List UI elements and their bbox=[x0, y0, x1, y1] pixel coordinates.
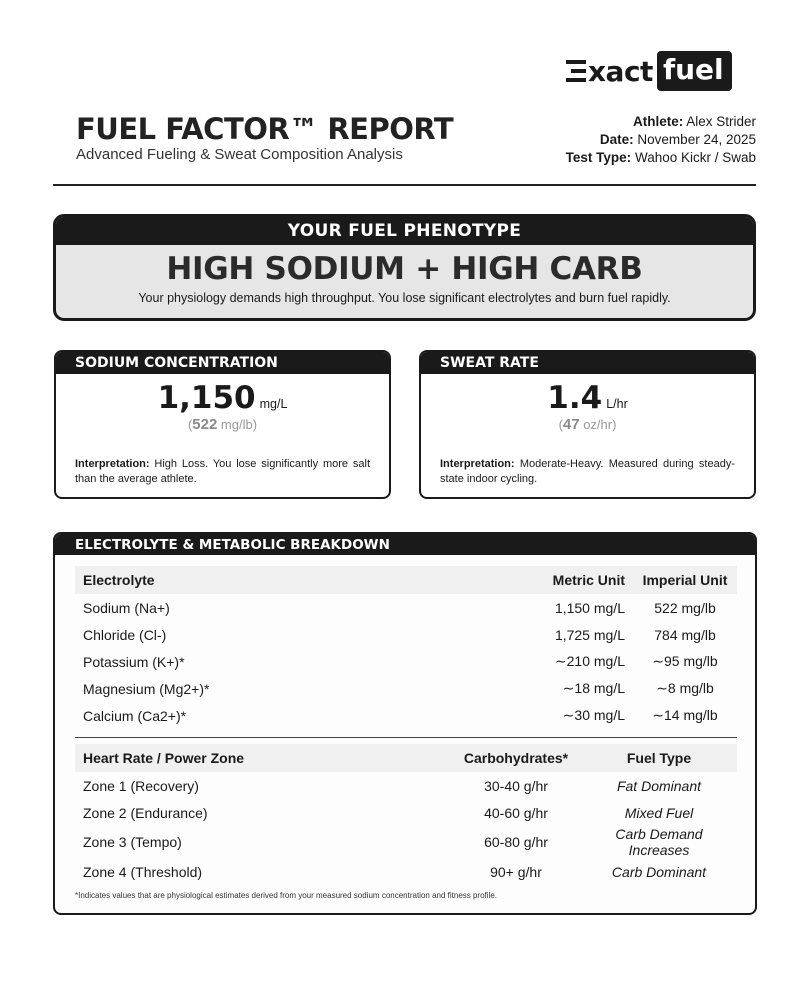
test-type-label: Test Type: bbox=[565, 150, 632, 165]
phenotype-value: HIGH SODIUM + HIGH CARB bbox=[166, 251, 643, 287]
table-cell: ∼14 mg/lb bbox=[652, 707, 718, 723]
table-cell: Zone 1 (Recovery) bbox=[83, 777, 199, 794]
table-cell: 784 mg/lb bbox=[654, 626, 716, 643]
sodium-unit: mg/L bbox=[259, 397, 288, 411]
sweat-value-line bbox=[421, 380, 754, 416]
table-cell: 1,725 mg/L bbox=[554, 626, 625, 643]
sodium-interp-text: High Loss. You lose significantly more salt than the average athlete. bbox=[75, 458, 370, 485]
table-row bbox=[75, 594, 737, 621]
date-line bbox=[566, 131, 756, 149]
table-cell: Zone 2 (Endurance) bbox=[83, 804, 208, 821]
zone-table bbox=[75, 744, 737, 885]
column-header: Electrolyte bbox=[75, 566, 523, 594]
exactfuel-logo bbox=[566, 51, 732, 91]
sweat-interp-label: Interpretation: bbox=[440, 458, 515, 470]
sodium-card-heading: SODIUM CONCENTRATION bbox=[56, 352, 389, 374]
sodium-alt-unit: mg/lb) bbox=[217, 417, 258, 432]
column-header: Imperial Unit bbox=[633, 566, 737, 594]
logo-e-mark bbox=[566, 60, 586, 82]
table-row bbox=[75, 858, 737, 885]
sweat-alt-value: 47 bbox=[562, 416, 580, 433]
table-cell: Potassium (K+)* bbox=[83, 653, 185, 670]
table-cell: Carb Demand Increases bbox=[615, 826, 703, 858]
report-title: FUEL FACTOR™ REPORT bbox=[76, 112, 454, 146]
table-cell: Magnesium (Mg2+)* bbox=[83, 680, 210, 697]
table-cell: 60-80 g/hr bbox=[484, 834, 548, 850]
report-subtitle: Advanced Fueling & Sweat Composition Analysis bbox=[76, 146, 403, 163]
zone-header-row bbox=[75, 744, 737, 772]
table-cell: 30-40 g/hr bbox=[484, 777, 548, 794]
column-header: Carbohydrates* bbox=[451, 744, 581, 772]
electrolyte-header-row bbox=[75, 566, 737, 594]
table-cell: Mixed Fuel bbox=[624, 804, 694, 821]
table-row bbox=[75, 826, 737, 858]
sweat-rate-card bbox=[419, 350, 756, 499]
date-label: Date: bbox=[599, 132, 634, 147]
table-cell: Carb Dominant bbox=[611, 863, 707, 880]
table-cell: ∼30 mg/L bbox=[562, 707, 625, 723]
logo-exact-text bbox=[566, 55, 653, 88]
column-header: Heart Rate / Power Zone bbox=[75, 744, 451, 772]
table-cell: ∼95 mg/lb bbox=[652, 653, 718, 669]
table-cell: Zone 3 (Tempo) bbox=[83, 834, 182, 850]
breakdown-panel bbox=[53, 532, 757, 915]
header-divider bbox=[53, 184, 756, 186]
table-row bbox=[75, 621, 737, 648]
table-cell: Fat Dominant bbox=[616, 777, 702, 794]
sweat-interpretation bbox=[440, 457, 735, 487]
sodium-alt-open: ( bbox=[187, 417, 193, 432]
sodium-value-line bbox=[56, 380, 389, 416]
table-cell: Calcium (Ca2+)* bbox=[83, 707, 187, 724]
table-cell: 90+ g/hr bbox=[490, 863, 542, 880]
sodium-interpretation bbox=[75, 457, 370, 487]
report-meta bbox=[566, 113, 756, 167]
sweat-imperial bbox=[421, 416, 754, 433]
table-cell: 522 mg/lb bbox=[654, 599, 716, 616]
sweat-value: 1.4 bbox=[547, 380, 603, 416]
table-cell: 1,150 mg/L bbox=[554, 599, 625, 616]
sodium-alt-value: 522 bbox=[192, 416, 218, 433]
phenotype-heading: YOUR FUEL PHENOTYPE bbox=[56, 217, 753, 245]
sweat-card-heading: SWEAT RATE bbox=[421, 352, 754, 374]
table-row bbox=[75, 772, 737, 799]
table-cell: ∼8 mg/lb bbox=[656, 680, 714, 696]
test-type-value: Wahoo Kickr / Swab bbox=[634, 150, 756, 165]
sodium-concentration-card bbox=[54, 350, 391, 499]
logo-exact-word: xact bbox=[588, 54, 653, 88]
athlete-label: Athlete: bbox=[632, 114, 684, 129]
sweat-alt-open: ( bbox=[558, 417, 563, 432]
sodium-value: 1,150 bbox=[157, 380, 256, 416]
table-row bbox=[75, 799, 737, 826]
athlete-line bbox=[566, 113, 756, 131]
sweat-interp-text: Moderate-Heavy. Measured during steady-state indoor cycling. bbox=[440, 458, 735, 485]
sweat-alt-unit: oz/hr) bbox=[579, 417, 617, 432]
breakdown-heading: ELECTROLYTE & METABOLIC BREAKDOWN bbox=[55, 534, 755, 555]
table-cell: ∼18 mg/L bbox=[562, 680, 625, 696]
column-header: Metric Unit bbox=[523, 566, 633, 594]
date-value: November 24, 2025 bbox=[637, 132, 756, 147]
footnote: *Indicates values that are physiological estimates derived from your measured sodium concentration and fitness profile. bbox=[75, 891, 497, 900]
table-cell: Chloride (Cl-) bbox=[83, 626, 167, 643]
table-cell: Zone 4 (Threshold) bbox=[83, 863, 203, 880]
phenotype-description: Your physiology demands high throughput. You lose significant electrolytes and burn fuel rapidly. bbox=[138, 291, 671, 305]
table-separator bbox=[75, 737, 737, 738]
sweat-unit: L/hr bbox=[606, 397, 628, 411]
sodium-interp-label: Interpretation: bbox=[75, 458, 150, 470]
table-cell: Sodium (Na+) bbox=[83, 599, 170, 616]
fuel-phenotype-panel bbox=[53, 214, 756, 321]
test-type-line bbox=[566, 149, 756, 167]
logo-fuel-badge: fuel bbox=[657, 51, 732, 91]
table-row bbox=[75, 702, 737, 729]
table-cell: 40-60 g/hr bbox=[484, 804, 548, 821]
electrolyte-table bbox=[75, 566, 737, 729]
column-header: Fuel Type bbox=[581, 744, 737, 772]
sodium-imperial bbox=[56, 416, 389, 433]
table-row bbox=[75, 648, 737, 675]
table-row bbox=[75, 675, 737, 702]
table-cell: ∼210 mg/L bbox=[554, 653, 625, 669]
athlete-value: Alex Strider bbox=[686, 114, 756, 129]
